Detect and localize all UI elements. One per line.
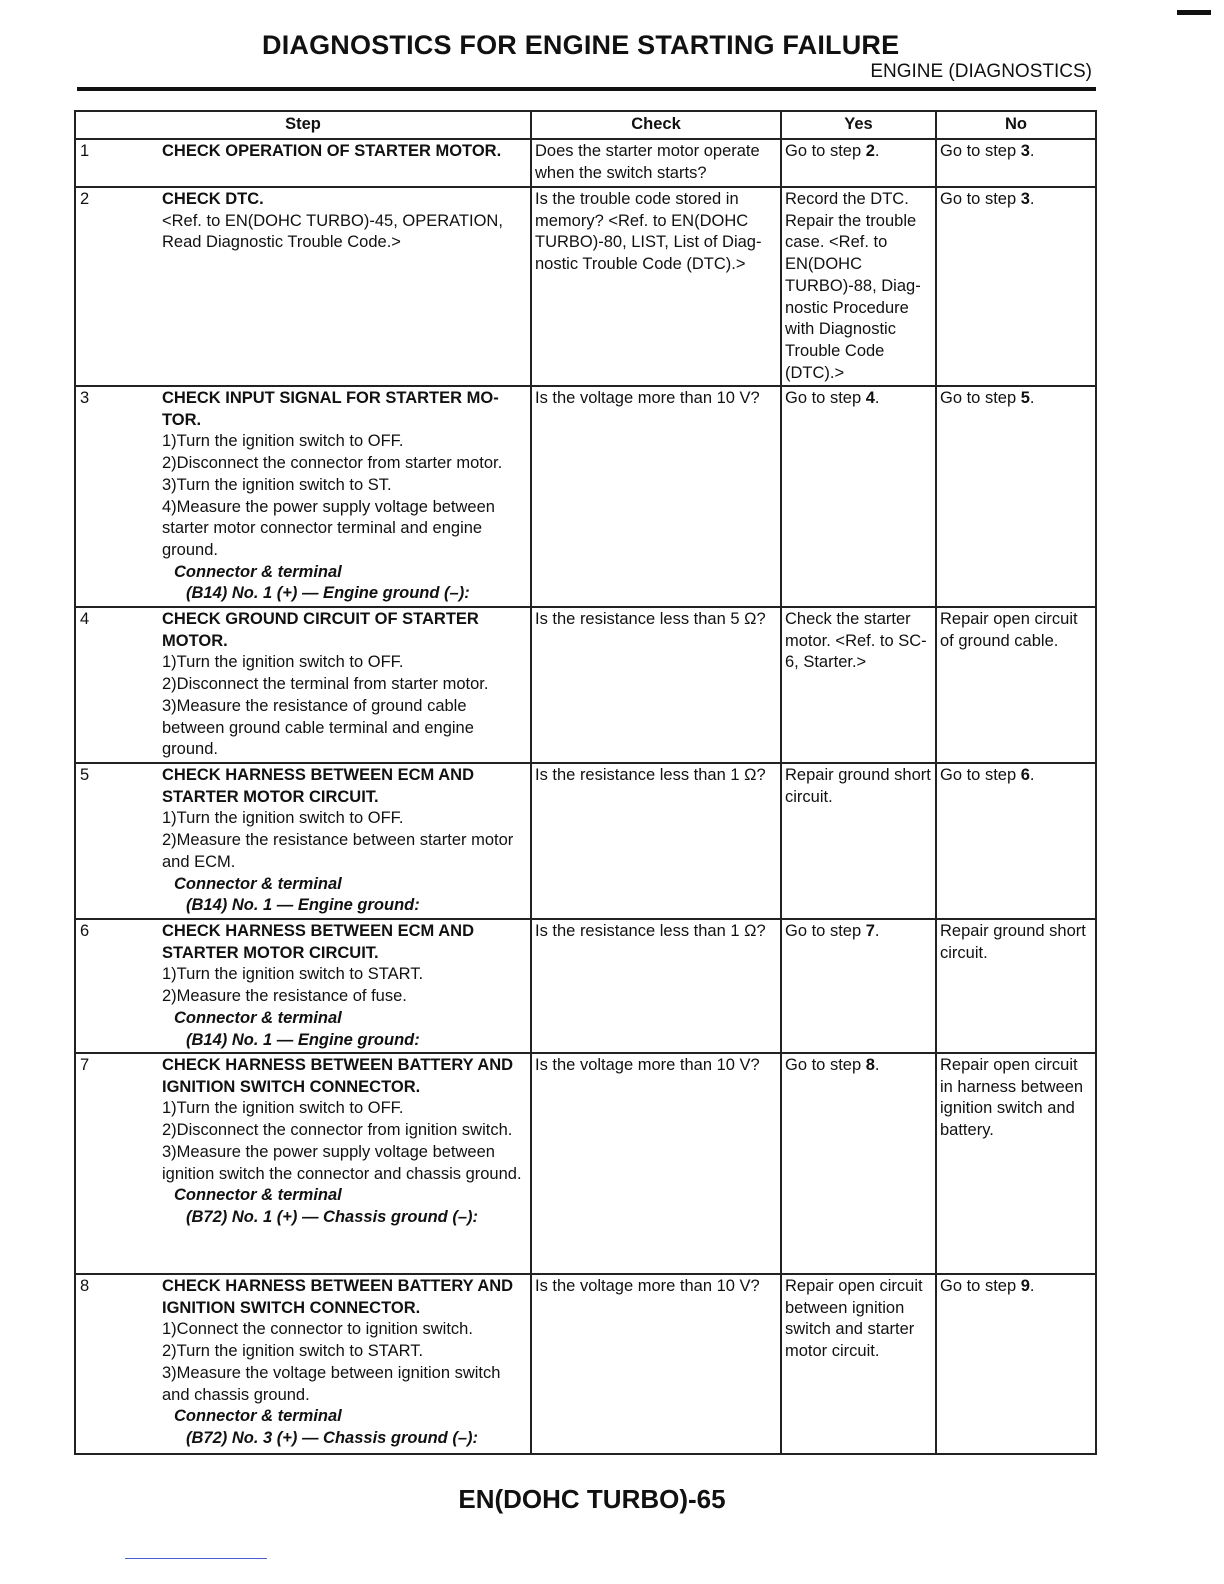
connector-label: Connector & terminal (174, 1407, 342, 1426)
step-instruction: 3)Measure the voltage between ignition switch and chassis ground. (162, 1363, 501, 1404)
yes-text: Go to step (785, 922, 866, 940)
yes-punct: . (874, 389, 880, 407)
step-instruction: 4)Measure the power supply voltage between starter motor connector terminal and engine ground. (162, 497, 495, 559)
yes-text: Repair open circuit between ignition switch and starter motor circuit. (785, 1277, 923, 1361)
yes-step-number: 4 (865, 389, 875, 407)
step-cell (75, 1274, 531, 1454)
yes-step-number: 8 (865, 1056, 875, 1074)
column-header-check: Check (531, 111, 781, 139)
yes-text: Go to step (785, 1056, 866, 1074)
no-punct: . (1029, 766, 1035, 784)
check-cell: Is the voltage more than 10 V? (531, 1053, 781, 1274)
yes-punct: . (874, 1056, 880, 1074)
header-rule (77, 87, 1096, 91)
yes-text: Repair ground short circuit. (785, 766, 931, 806)
page-title: DIAGNOSTICS FOR ENGINE STARTING FAILURE (262, 30, 900, 60)
step-number: 3 (80, 389, 90, 407)
step-number: 4 (80, 610, 90, 628)
step-instruction: 1)Turn the ignition switch to START. (162, 965, 424, 984)
yes-text: Go to step (785, 389, 866, 407)
no-text: Repair open circuit of ground cable. (940, 610, 1078, 650)
step-instruction: 2)Turn the ignition switch to START. (162, 1342, 424, 1361)
page-footer (0, 1484, 1224, 1515)
no-text: Go to step (940, 142, 1021, 160)
no-cell (936, 139, 1096, 187)
yes-text: Go to step (785, 142, 866, 160)
step-title: CHECK HARNESS BETWEEN ECM AND STARTER MOTOR CIRCUIT. (162, 766, 474, 806)
yes-cell (781, 919, 936, 1053)
diagnostics-table (74, 110, 1097, 1455)
no-cell (936, 607, 1096, 763)
step-title: CHECK HARNESS BETWEEN BATTERY AND IGNITION SWITCH CONNECTOR. (162, 1056, 514, 1096)
check-cell: Is the voltage more than 10 V? (531, 386, 781, 607)
step-cell (75, 187, 531, 386)
table-row (75, 607, 1096, 763)
step-number: 2 (80, 190, 90, 208)
yes-cell (781, 607, 936, 763)
step-number: 5 (80, 766, 90, 784)
step-instruction: 3)Turn the ignition switch to ST. (162, 475, 392, 494)
connector-terminal: (B72) No. 1 (+) — Chassis ground (–): (186, 1207, 478, 1226)
table-row (75, 1274, 1096, 1454)
yes-text: Check the starter motor. <Ref. to SC-6, Starter.> (785, 610, 927, 672)
step-instruction: 2)Measure the resistance of fuse. (162, 987, 407, 1006)
no-step-number: 9 (1020, 1277, 1030, 1295)
no-punct: . (1029, 389, 1035, 407)
yes-cell (781, 139, 936, 187)
yes-cell (781, 386, 936, 607)
step-instruction: 1)Turn the ignition switch to OFF. (162, 809, 404, 828)
no-cell (936, 187, 1096, 386)
step-number: 7 (80, 1056, 90, 1074)
step-cell (75, 139, 531, 187)
table-row (75, 187, 1096, 386)
connector-label: Connector & terminal (174, 562, 342, 581)
table-header-row (75, 111, 1096, 139)
no-step-number: 5 (1020, 389, 1030, 407)
section-subtitle: ENGINE (DIAGNOSTICS) (870, 61, 1092, 82)
no-punct: . (1029, 190, 1035, 208)
no-step-number: 3 (1020, 190, 1030, 208)
table-row (75, 919, 1096, 1053)
column-header-step: Step (75, 111, 531, 139)
column-header-no: No (936, 111, 1096, 139)
connector-terminal: (B14) No. 1 (+) — Engine ground (–): (186, 584, 470, 603)
step-instruction: 1)Connect the connector to ignition switch. (162, 1320, 473, 1339)
check-cell: Is the voltage more than 10 V? (531, 1274, 781, 1454)
connector-terminal: (B14) No. 1 — Engine ground: (186, 1030, 420, 1049)
no-text: Go to step (940, 766, 1021, 784)
step-title: CHECK DTC. (162, 190, 264, 208)
step-number: 1 (80, 142, 90, 160)
no-punct: . (1029, 142, 1035, 160)
yes-step-number: 7 (865, 922, 875, 940)
step-title: CHECK INPUT SIGNAL FOR STARTER MO-TOR. (162, 389, 499, 429)
connector-label: Connector & terminal (174, 1008, 342, 1027)
yes-cell (781, 1274, 936, 1454)
step-title: CHECK HARNESS BETWEEN ECM AND STARTER MOTOR CIRCUIT. (162, 922, 474, 962)
step-cell (75, 386, 531, 607)
table-row (75, 386, 1096, 607)
bottom-rule (125, 1558, 267, 1559)
no-punct: . (1029, 1277, 1035, 1295)
check-cell: Is the resistance less than 1 Ω? (531, 763, 781, 919)
no-step-number: 6 (1020, 766, 1030, 784)
step-cell (75, 763, 531, 919)
step-title: CHECK OPERATION OF STARTER MOTOR. (162, 142, 502, 160)
step-cell (75, 919, 531, 1053)
step-instruction: 2)Disconnect the connector from starter motor. (162, 454, 503, 473)
check-cell: Is the resistance less than 1 Ω? (531, 919, 781, 1053)
yes-punct: . (874, 922, 880, 940)
no-cell (936, 386, 1096, 607)
step-instruction: <Ref. to EN(DOHC TURBO)-45, OPERATION, Read Diagnostic Trouble Code.> (162, 211, 503, 252)
check-cell: Is the trouble code stored in memory? <Ref. to EN(DOHC TURBO)-80, LIST, List of Diag-nostic Trouble Code (DTC).> (531, 187, 781, 386)
no-text: Repair open circuit in harness between ignition switch and battery. (940, 1056, 1084, 1140)
page-reference: EN(DOHC TURBO)-65 (458, 1484, 726, 1514)
table-row (75, 1053, 1096, 1274)
yes-cell (781, 763, 936, 919)
table-row (75, 139, 1096, 187)
yes-punct: . (874, 142, 880, 160)
step-number: 6 (80, 922, 90, 940)
step-instruction: 3)Measure the resistance of ground cable between ground cable terminal and engine ground. (162, 696, 474, 759)
check-cell: Is the resistance less than 5 Ω? (531, 607, 781, 763)
no-cell (936, 1274, 1096, 1454)
step-instruction: 1)Turn the ignition switch to OFF. (162, 1099, 404, 1118)
column-header-yes: Yes (781, 111, 936, 139)
no-text: Go to step (940, 389, 1021, 407)
yes-cell (781, 1053, 936, 1274)
no-cell (936, 763, 1096, 919)
no-cell (936, 1053, 1096, 1274)
no-text: Go to step (940, 1277, 1021, 1295)
step-instruction: 2)Disconnect the terminal from starter motor. (162, 675, 489, 694)
table-row (75, 763, 1096, 919)
no-step-number: 3 (1020, 142, 1030, 160)
yes-step-number: 2 (865, 142, 875, 160)
step-cell (75, 607, 531, 763)
step-cell (75, 1053, 531, 1274)
table-body (75, 139, 1096, 1454)
step-instruction: 3)Measure the power supply voltage between ignition switch the connector and chassis ground. (162, 1142, 522, 1183)
no-text: Go to step (940, 190, 1021, 208)
connector-terminal: (B72) No. 3 (+) — Chassis ground (–): (186, 1428, 478, 1447)
yes-cell (781, 187, 936, 386)
connector-terminal: (B14) No. 1 — Engine ground: (186, 896, 420, 915)
step-title: CHECK HARNESS BETWEEN BATTERY AND IGNITION SWITCH CONNECTOR. (162, 1277, 514, 1317)
connector-label: Connector & terminal (174, 1186, 342, 1205)
step-instruction: 2)Measure the resistance between starter motor and ECM. (162, 831, 514, 871)
connector-label: Connector & terminal (174, 874, 342, 893)
check-cell: Does the starter motor operate when the switch starts? (531, 139, 781, 187)
step-number: 8 (80, 1277, 90, 1295)
step-instruction: 1)Turn the ignition switch to OFF. (162, 653, 404, 672)
no-cell (936, 919, 1096, 1053)
step-title: CHECK GROUND CIRCUIT OF STARTER MOTOR. (162, 610, 479, 650)
no-text: Repair ground short circuit. (940, 922, 1086, 962)
step-instruction: 2)Disconnect the connector from ignition switch. (162, 1121, 513, 1140)
page-corner-mark (1177, 10, 1211, 15)
step-instruction: 1)Turn the ignition switch to OFF. (162, 432, 404, 451)
yes-text: Record the DTC. Repair the trouble case. <Ref. to EN(DOHC TURBO)-88, Diag-nostic Procedure with Diagnostic Trouble Code (DTC).> (785, 190, 921, 382)
